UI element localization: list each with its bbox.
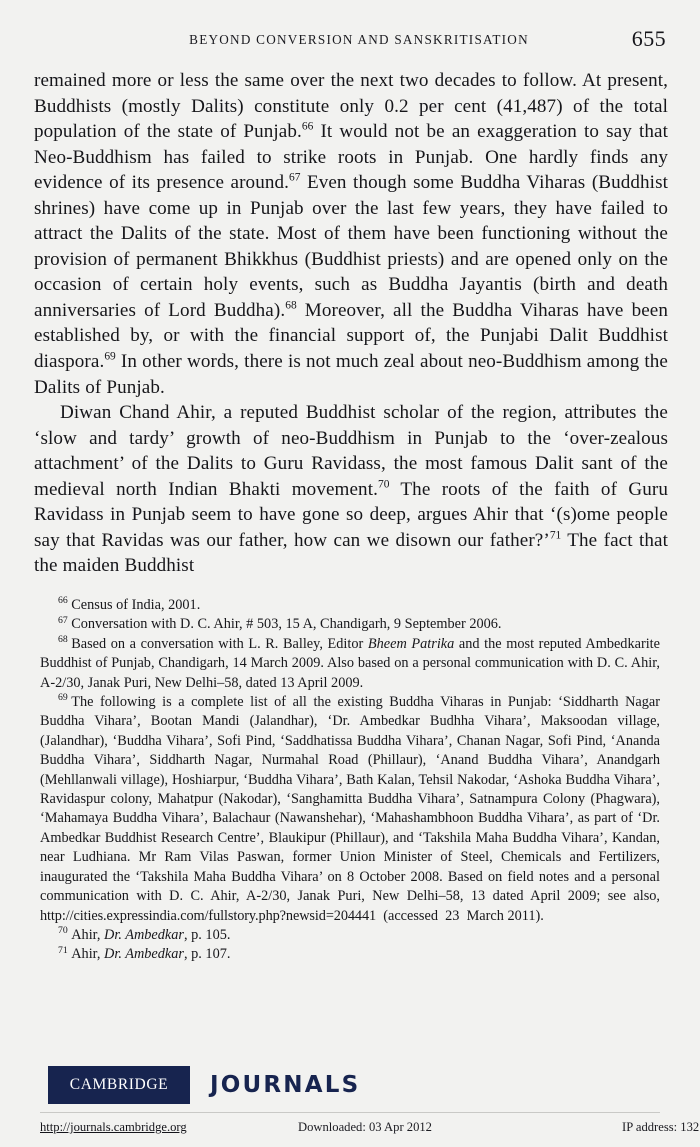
footer-divider xyxy=(40,1112,660,1113)
cambridge-wordmark: CAMBRIDGE xyxy=(69,1076,169,1093)
footnote: $^{69}$ The following is a complete list of all the existing Buddha Viharas in Punjab: ‘Siddharth Nagar Buddha Vihara’, Bootan Mandi (Jalandhar), ‘Dr. Ambedkar Budhha Vihara’, Maksoodan village, (Jalandhar), ‘Buddha Vihara’, Sofi Pind, ‘Saddhatissa Buddha Vihara’, Chanan Nagar, Sofi Pind, ‘Ananda Buddha Vihara’, Siddharth Nagar, Nurmahal Road (Phillaur), ‘Anand Buddha Vihara’, Anandgarh (Mehllanwali village), Hoshiarpur, ‘Buddha Vihara’, Bath Kalan, Tehsil Nakodar, ‘Ashoka Buddha Vihara’, Ravidaspur colony, Mahatpur (Nakodar), ‘Sanghamitta Buddha Vihara’, Satnampura Colony (Phagwara), ‘Mahamaya Buddha Vihara’, Balachaur (Nawanshehar), ‘Mahashambhoon Buddha Vihara’, as part of ‘Dr. Ambedkar Buddhist Research Centre’, Blaukipur (Phillaur), and ‘Takshila Maha Buddha Vihara’, Kandan, near Ludhiana. Mr Ram Vilas Paswan, former Union Minister of Steel, Chemicals and Fertilizers, inaugurated the ‘Takshila Maha Buddha Vihara’ on 8 October 2008. Based on field notes and a personal communication with D. C. Ahir, A-2/30, Janak Puri, New Delhi–58, 13 dated April 2009; see also, http://cities.expressindia.com/fullstory.php?newsid=204441 (accessed 23 March 2011). xyxy=(40,692,660,924)
footnotes-block xyxy=(40,596,660,965)
ip-address-label: IP address: 132 xyxy=(622,1120,700,1134)
footnote-marker: 67 xyxy=(58,614,68,626)
page-number: 655 xyxy=(631,26,666,51)
footnote: $^{67}$ Conversation with D. C. Ahir, # 503, 15 A, Chandigarh, 9 September 2006. xyxy=(58,614,502,633)
footnote: $^{70}$ Ahir, Dr. Ambedkar, p. 105. xyxy=(58,925,231,943)
footnote-marker: 71 xyxy=(58,944,68,956)
running-head xyxy=(34,26,666,62)
page-footer xyxy=(40,1118,700,1142)
cambridge-journals-logo[interactable] xyxy=(48,1066,360,1104)
footnote-marker: 70 xyxy=(58,925,68,937)
footnote-marker: 68 xyxy=(58,634,68,646)
cambridge-logo-box xyxy=(48,1066,190,1104)
footnote-marker: 66 xyxy=(58,595,68,607)
running-head-title: BEYOND CONVERSION AND SANSKRITISATION xyxy=(189,32,529,47)
body-text-column xyxy=(34,68,668,579)
footnote: $^{71}$ Ahir, Dr. Ambedkar, p. 107. xyxy=(58,944,231,963)
journals-wordmark: JOURNALS xyxy=(210,1072,361,1098)
journals-cambridge-link[interactable]: http://journals.cambridge.org xyxy=(40,1120,187,1134)
footnote: $^{68}$ Based on a conversation with L. R. Balley, Editor Bheem Patrika and the most reputed Ambedkarite Buddhist of Punjab, Chandigarh, 14 March 2009. Also based on a personal communication with D. C. Ahir, A-2/30, Janak Puri, New Delhi–58, dated 13 April 2009. xyxy=(40,634,661,691)
footnote: $^{66}$ Census of India, 2001. xyxy=(58,595,201,613)
footnote-marker: 69 xyxy=(58,692,68,704)
downloaded-date: Downloaded: 03 Apr 2012 xyxy=(298,1120,432,1134)
body-paragraph: Diwan Chand Ahir, a reputed Buddhist scholar of the region, attributes the ‘slow and tardy’ growth of neo-Buddhism in Punjab to the ‘over-zealous attachment’ of the Dalits to Guru Ravidass, the most famous Dalit sant of the medieval north Indian Bhakti movement.$^{70}$ The roots of the faith of Guru Ravidass in Punjab seem to have gone so deep, argues Ahir that ‘(s)ome people say that Ravidas was our father, how can we disown our father?’$^{71}$ The fact that the maiden Buddhist xyxy=(34,402,668,577)
body-paragraph: remained more or less the same over the next two decades to follow. At present, Buddhists (mostly Dalits) constitute only 0.2 per cent (41,487) of the total population of the state of Punjab.$^{66}$ It would not be an exaggeration to say that Neo-Buddhism has failed to strike roots in Punjab. One hardly finds any evidence of its presence around.$^{67}$ Even though some Buddha Viharas (Buddhist shrines) have come up in Punjab over the last few years, they have failed to attract the Dalits of the state. Most of them have been functioning without the provision of permanent Bhikkhus (Buddhist priests) and are opened only on the occasion of certain holy events, such as Buddha Jayantis (birth and death anniversaries of Lord Buddha).$^{68}$ Moreover, all the Buddha Viharas have been established by, or with the financial support of, the Punjabi Dalit Buddhist diaspora.$^{69}$ In other words, there is not much zeal about neo-Buddhism among the Dalits of Punjab. xyxy=(34,70,668,398)
